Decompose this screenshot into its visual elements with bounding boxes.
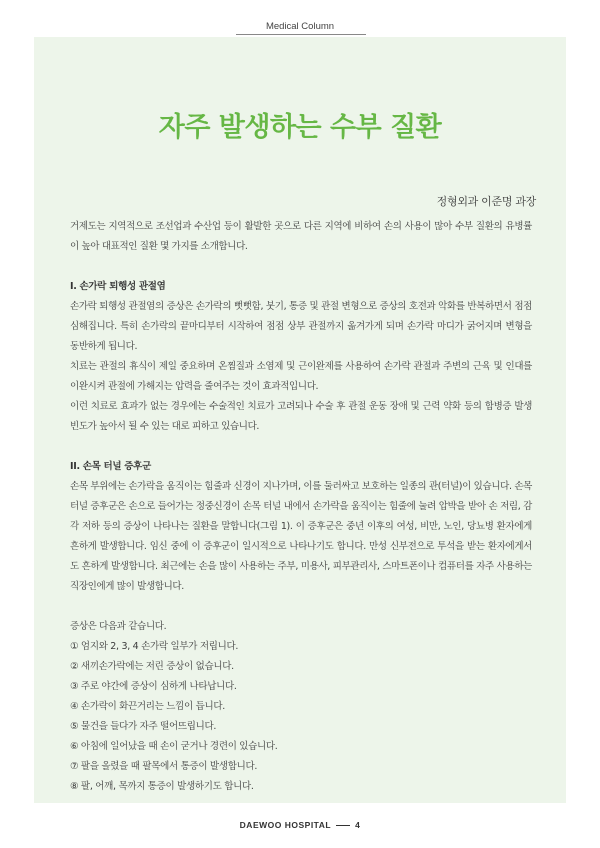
- symptom-list: [70, 637, 532, 797]
- page-number: 4: [355, 820, 361, 830]
- symptoms-intro: 증상은 다음과 같습니다.: [70, 621, 167, 632]
- publication-name: DAEWOO HOSPITAL: [239, 820, 332, 830]
- section-paragraph: 이런 치료로 효과가 없는 경우에는 수술적인 치료가 고려되나 수술 후 관절 운동 장애 및 근력 약화 등의 합병증 발생 빈도가 높아서 될 수 있는 대로 피하고 있습니다.: [70, 401, 532, 432]
- section-heading: II. 손목 터널 증후군: [70, 461, 151, 472]
- symptom-item: ① 엄지와 2, 3, 4 손가락 일부가 저립니다.: [70, 641, 239, 652]
- page-footer: [0, 820, 600, 830]
- section-heading: I. 손가락 퇴행성 관절염: [70, 281, 166, 292]
- column-label: Medical Column: [265, 21, 335, 32]
- symptom-item: ③ 주로 야간에 증상이 심하게 나타납니다.: [70, 681, 237, 692]
- symptom-item: ⑥ 아침에 일어났을 때 손이 굳거나 경련이 있습니다.: [70, 741, 278, 752]
- article-author: 정형외과 이준명 과장: [436, 195, 536, 208]
- symptom-item: ⑤ 물건을 들다가 자주 떨어뜨립니다.: [70, 721, 217, 732]
- intro-paragraph: 거제도는 지역적으로 조선업과 수산업 등이 활발한 곳으로 다른 지역에 비하여 손의 사용이 많아 수부 질환의 유병률이 높아 대표적인 질환 몇 가지를 소개합니다.: [70, 221, 532, 252]
- article-title: 자주 발생하는 수부 질환: [158, 112, 442, 143]
- section-arthritis: [70, 277, 532, 437]
- header-divider: [236, 34, 366, 35]
- section-carpal-tunnel: [70, 457, 532, 597]
- symptom-item: ⑦ 팔을 올렸을 때 팔목에서 통증이 발생합니다.: [70, 761, 258, 772]
- article-body: [70, 217, 532, 797]
- symptom-item: ④ 손가락이 화끈거리는 느낌이 듭니다.: [70, 701, 225, 712]
- section-paragraph: 치료는 관절의 휴식이 제일 중요하며 온찜질과 소염제 및 근이완제를 사용하여 손가락 관절과 주변의 근육 및 인대를 이완시켜 관절에 가해지는 압력을 줄여주는 것이 효과적입니다.: [70, 361, 532, 392]
- symptom-item: ⑧ 팔, 어깨, 목까지 통증이 발생하기도 합니다.: [70, 781, 254, 792]
- section-paragraph: 손목 부위에는 손가락을 움직이는 힘줄과 신경이 지나가며, 이를 둘러싸고 보호하는 일종의 관(터널)이 있습니다. 손목 터널 증후군은 손으로 들어가는 정중신경이 손목 터널 내에서 손가락을 움직이는 힘줄에 눌려 압박을 받아 손 저림, 감각 저하 등의 증상이 나타나는 질환을 말합니다(그림 1). 이 증후군은 중년 이후의 여성, 비만, 노인, 당뇨병 환자에게 흔하게 발생합니다. 임신 중에 이 증후군이 일시적으로 나타나기도 합니다. 만성 신부전으로 투석을 받는 환자에게서도 흔하게 발생합니다. 최근에는 손을 많이 사용하는 주부, 미용사, 피부관리사, 스마트폰이나 컴퓨터를 자주 사용하는 직장인에게 많이 발생합니다.: [70, 481, 532, 592]
- section-paragraph: 손가락 퇴행성 관절염의 증상은 손가락의 뻣뻣함, 붓기, 통증 및 관절 변형으로 증상의 호전과 악화를 반복하면서 점점 심해집니다. 특히 손가락의 끝마디부터 시작하여 점점 상부 관절까지 옮겨가게 되며 손가락 마디가 굵어지며 변형을 동반하게 됩니다.: [70, 301, 532, 352]
- symptom-item: ② 새끼손가락에는 저린 증상이 없습니다.: [70, 661, 234, 672]
- footer-divider: [336, 825, 350, 826]
